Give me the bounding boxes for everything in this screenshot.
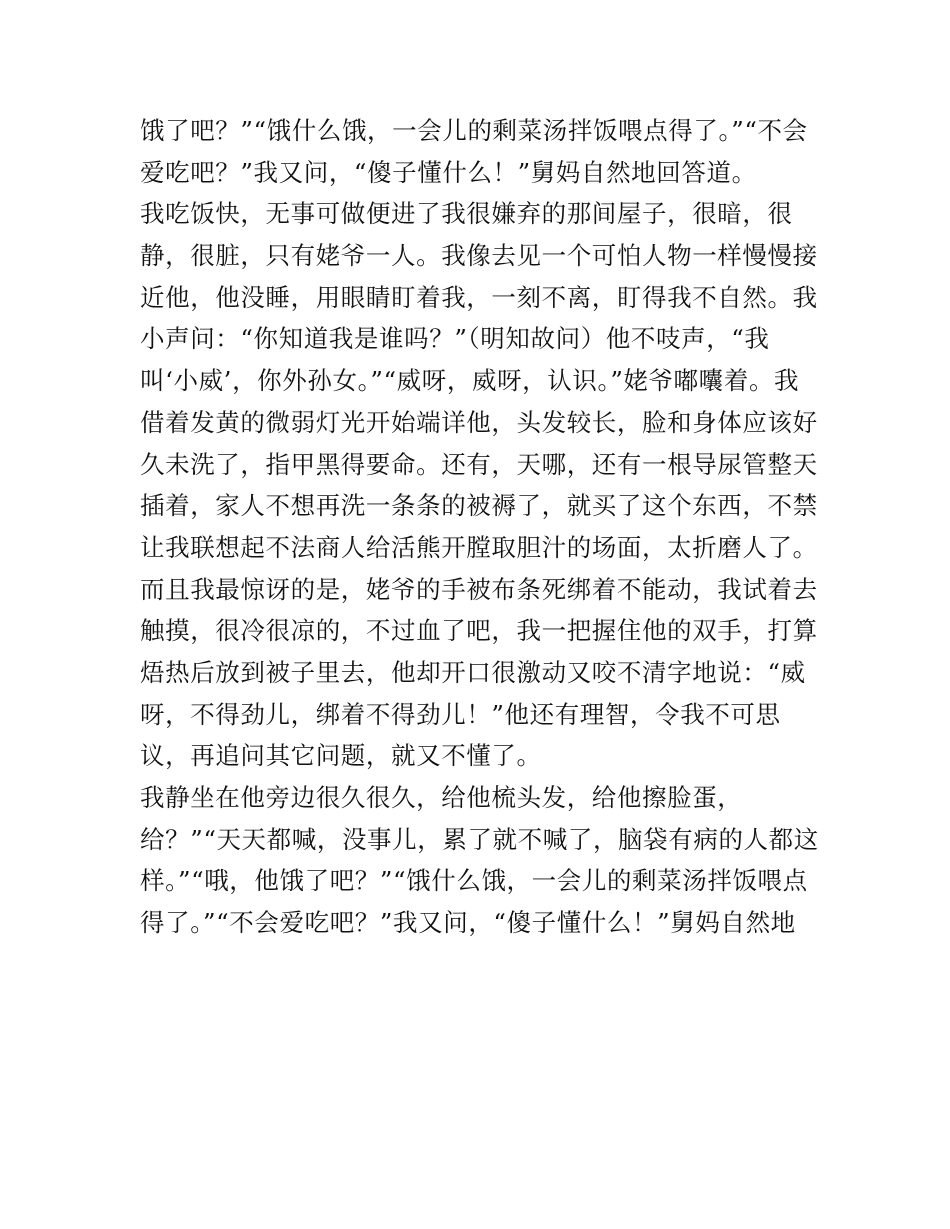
text-line: 得了。”“不会爱吃吧？”我又问，“傻子懂什么！”舅妈自然地 [140,908,796,938]
text-line: 焐热后放到被子里去，他却开口很激动又咬不清字地说：“威 [140,657,806,687]
text-line: 我静坐在他旁边很久很久，给他梳头发，给他擦脸蛋， [140,783,743,812]
text-line: 叫‘小威’，你外孙女。”“威呀，威呀，认识。”姥爷嘟囔着。我 [140,366,800,396]
text-line: 我吃饭快，无事可做便进了我很嫌弃的那间屋子，很暗，很 [140,199,793,229]
text-line: 让我联想起不法商人给活熊开膛取胆汁的场面，太折磨人了。 [140,532,818,562]
text-line: 饿了吧？”“饿什么饿，一会儿的剩菜汤拌饭喂点得了。”“不会 [140,116,808,145]
text-line: 插着，家人不想再洗一条条的被褥了，就买了这个东西，不禁 [140,491,818,521]
text-line: 给？”“天天都喊，没事儿，累了就不喊了，脑袋有病的人都这 [140,824,819,854]
text-line: 爱吃吧？”我又问，“傻子懂什么！”舅妈自然地回答道。 [140,157,757,187]
body-text [140,110,820,944]
text-line: 近他，他没睡，用眼睛盯着我，一刻不离，盯得我不自然。我 [140,282,818,312]
text-line: 小声问：“你知道我是谁吗？”（明知故问）他不吱声，“我 [140,324,770,354]
text-line: 静，很脏，只有姥爷一人。我像去见一个可怕人物一样慢慢接 [140,241,818,271]
text-line: 样。”“哦，他饿了吧？”“饿什么饿，一会儿的剩菜汤拌饭喂点 [140,866,808,896]
text-line: 而且我最惊讶的是，姥爷的手被布条死绑着不能动，我试着去 [140,574,818,604]
text-line: 借着发黄的微弱灯光开始端详他，头发较长，脸和身体应该好 [140,407,818,437]
text-line: 呀，不得劲儿，绑着不得劲儿！”他还有理智，令我不可思 [140,699,781,729]
text-line: 议，再追问其它问题，就又不懂了。 [140,741,542,771]
text-line: 触摸，很冷很凉的，不过血了吧，我一把握住他的双手，打算 [140,616,818,646]
text-line: 久未洗了，指甲黑得要命。还有，天哪，还有一根导尿管整天 [140,449,818,479]
